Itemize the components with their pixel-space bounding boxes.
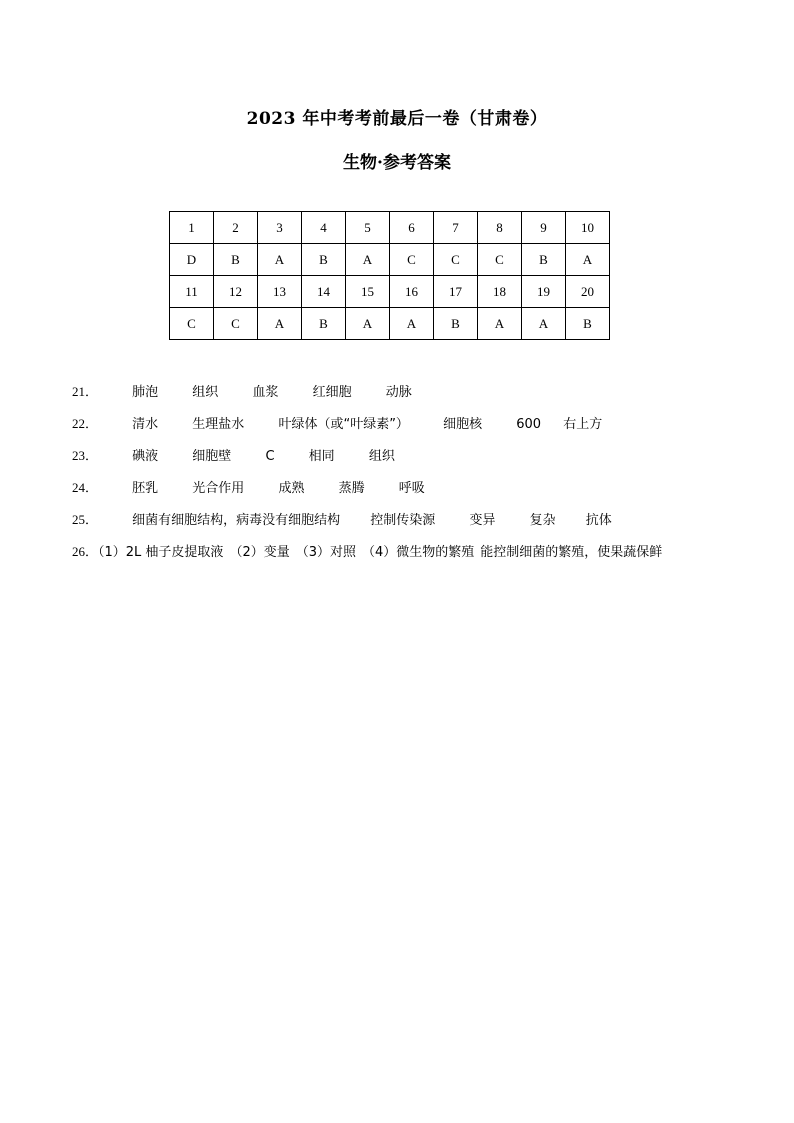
- table-cell: A: [346, 244, 390, 276]
- answer-item: 清水: [132, 417, 159, 432]
- answer-item: 光合作用: [192, 481, 245, 496]
- answer-item: 蒸腾: [338, 481, 365, 496]
- document-subtitle: 生物·参考答案: [343, 153, 451, 173]
- answer-line-23: [72, 445, 425, 464]
- table-cell: D: [170, 244, 214, 276]
- table-cell: C: [390, 244, 434, 276]
- table-cell: 10: [566, 212, 610, 244]
- answer-line-25: [72, 509, 642, 528]
- table-cell: A: [390, 308, 434, 340]
- answer-item: 相同: [308, 449, 335, 464]
- table-cell: B: [214, 244, 258, 276]
- table-cell: 18: [478, 276, 522, 308]
- answer-segment: 能控制细菌的繁殖，使果蔬保鲜: [480, 545, 663, 560]
- answer-item: 变异: [469, 513, 496, 528]
- answer-table: [169, 211, 610, 340]
- answer-line-22: [72, 413, 632, 432]
- table-cell: B: [566, 308, 610, 340]
- table-row: [170, 212, 610, 244]
- answer-item: 叶绿体（或“叶绿素”）: [278, 417, 409, 432]
- table-cell: 4: [302, 212, 346, 244]
- answer-item: 生理盐水: [192, 417, 245, 432]
- table-cell: 19: [522, 276, 566, 308]
- table-cell: C: [478, 244, 522, 276]
- question-number: 26．: [72, 544, 99, 559]
- table-cell: 9: [522, 212, 566, 244]
- answer-item: 细胞核: [443, 417, 483, 432]
- document-title: 2023 年中考考前最后一卷（甘肃卷）: [246, 109, 548, 129]
- answer-item: C: [265, 449, 275, 464]
- answer-item: 右上方: [563, 417, 603, 432]
- answer-item: 细胞壁: [192, 449, 232, 464]
- answer-item: 组织: [192, 385, 219, 400]
- table-cell: 7: [434, 212, 478, 244]
- table-row: [170, 308, 610, 340]
- answer-item: 成熟: [278, 481, 305, 496]
- answer-segment: （3）对照: [295, 545, 356, 560]
- answer-item: 动脉: [385, 385, 412, 400]
- table-cell: B: [302, 308, 346, 340]
- answer-segment: （2）变量: [229, 545, 290, 560]
- table-cell: 12: [214, 276, 258, 308]
- answer-item: 复杂: [529, 513, 556, 528]
- table-cell: A: [258, 244, 302, 276]
- answer-item: 控制传染源: [370, 513, 436, 528]
- answer-item: 肺泡: [132, 385, 159, 400]
- table-cell: 20: [566, 276, 610, 308]
- table-cell: 16: [390, 276, 434, 308]
- question-number: 23．: [72, 448, 99, 463]
- table-cell: A: [346, 308, 390, 340]
- answer-line-26: [72, 541, 662, 560]
- table-cell: A: [522, 308, 566, 340]
- answer-item: 组织: [368, 449, 395, 464]
- answer-segment: （1）2L 柚子皮提取液: [98, 545, 224, 560]
- table-cell: B: [434, 308, 478, 340]
- table-cell: C: [434, 244, 478, 276]
- table-cell: 17: [434, 276, 478, 308]
- table-cell: B: [302, 244, 346, 276]
- table-cell: A: [566, 244, 610, 276]
- table-cell: 14: [302, 276, 346, 308]
- answer-segment: （4）微生物的繁殖: [362, 545, 475, 560]
- table-row: [170, 276, 610, 308]
- table-cell: 3: [258, 212, 302, 244]
- answer-line-21: [72, 381, 442, 400]
- table-cell: A: [258, 308, 302, 340]
- answer-item: 血浆: [252, 385, 279, 400]
- answer-item: 细菌有细胞结构，病毒没有细胞结构: [132, 513, 341, 528]
- question-number: 22．: [72, 416, 99, 431]
- table-cell: 11: [170, 276, 214, 308]
- answer-line-24: [72, 477, 455, 496]
- answer-item: 600: [516, 417, 542, 432]
- answer-item: 抗体: [585, 513, 612, 528]
- question-number: 24．: [72, 480, 99, 495]
- table-cell: 13: [258, 276, 302, 308]
- answer-item: 碘液: [132, 449, 159, 464]
- table-cell: C: [170, 308, 214, 340]
- question-number: 21．: [72, 384, 99, 399]
- answer-item: 呼吸: [398, 481, 425, 496]
- table-cell: 8: [478, 212, 522, 244]
- answer-item: 红细胞: [312, 385, 352, 400]
- table-row: [170, 244, 610, 276]
- table-cell: C: [214, 308, 258, 340]
- table-cell: 15: [346, 276, 390, 308]
- table-cell: 1: [170, 212, 214, 244]
- table-cell: A: [478, 308, 522, 340]
- table-cell: 5: [346, 212, 390, 244]
- question-number: 25．: [72, 512, 99, 527]
- table-cell: 2: [214, 212, 258, 244]
- table-cell: B: [522, 244, 566, 276]
- answer-item: 胚乳: [132, 481, 159, 496]
- table-cell: 6: [390, 212, 434, 244]
